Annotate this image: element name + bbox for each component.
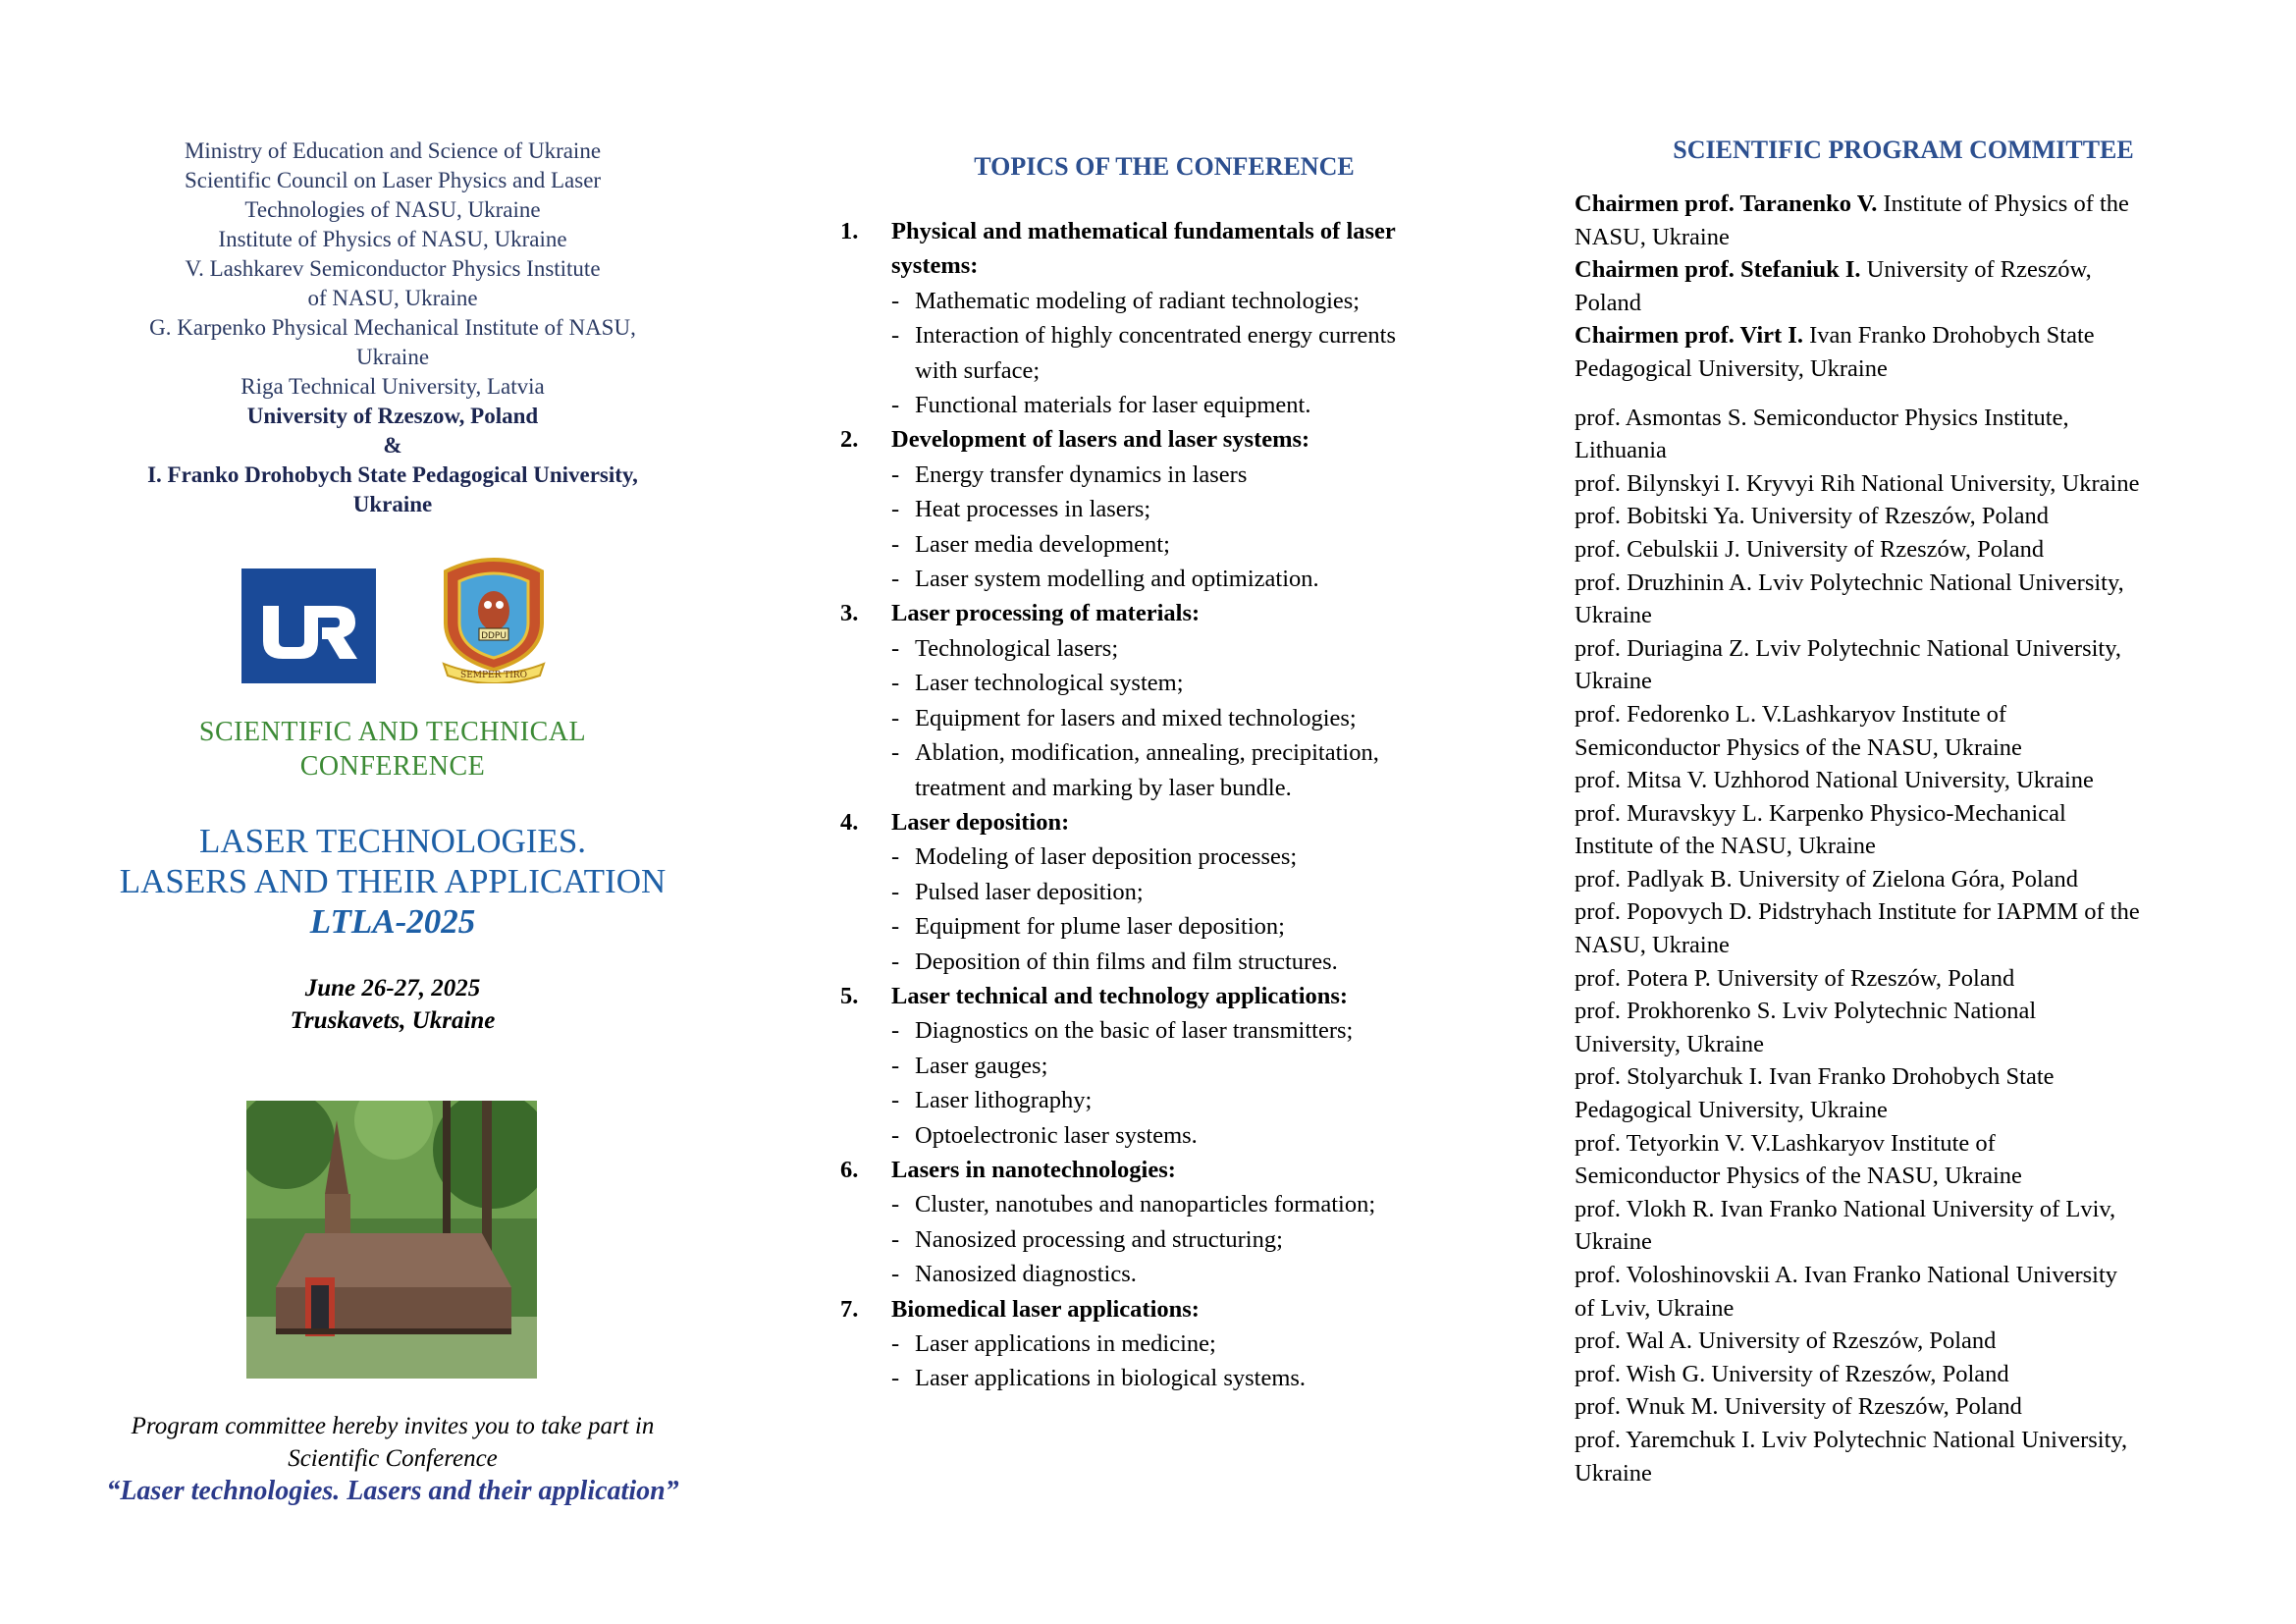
member-line: prof. Prokhorenko S. Lviv Polytechnic National: [1575, 998, 2037, 1025]
subtopic-line: - Optoelectronic laser systems.: [915, 1121, 1198, 1149]
subtopic-item: [840, 1187, 1488, 1221]
member-line: prof. Mitsa V. Uzhhorod National University, Ukraine: [1575, 767, 2094, 794]
subtopic-line: - Energy transfer dynamics in lasers: [915, 460, 1248, 488]
member-line: prof. Wnuk M. University of Rzeszów, Poland: [1575, 1393, 2022, 1421]
topic-title: Laser technical and technology applications:: [891, 982, 1349, 1009]
committee-member: [1575, 1127, 2232, 1193]
subtopic-line: - Mathematic modeling of radiant technologies;: [915, 287, 1361, 314]
subtopic-item: [840, 1326, 1488, 1361]
subtopic-item: [840, 318, 1488, 388]
topic-item: [840, 1153, 1488, 1292]
organizer-line: G. Karpenko Physical Mechanical Institute of NASU,: [149, 315, 636, 340]
topic-number: 2.: [840, 426, 859, 454]
subtopic-line: - Equipment for plume laser deposition;: [915, 913, 1285, 941]
member-line: prof. Bilynskyi I. Kryvyi Rih National University, Ukraine: [1575, 469, 2140, 497]
member-line: prof. Muravskyy L. Karpenko Physico-Mechanical: [1575, 799, 2066, 827]
topics-list: [840, 214, 1488, 1396]
chair-line: [1575, 253, 2232, 287]
invitation: [59, 1410, 726, 1507]
member-line: Ukraine: [1575, 602, 1652, 629]
member-line: Lithuania: [1575, 437, 1667, 464]
organizer-line: I. Franko Drohobych State Pedagogical University,: [147, 462, 638, 487]
subtopic-item: [840, 527, 1488, 562]
organizer-line: Riga Technical University, Latvia: [240, 374, 545, 399]
topic-title: Lasers in nanotechnologies:: [891, 1156, 1176, 1183]
member-line: prof. Cebulskii J. University of Rzeszów, Poland: [1575, 535, 2045, 563]
subtopic-line: - Laser media development;: [915, 530, 1170, 558]
subtopic-item: [840, 492, 1488, 526]
committee-member: [1575, 698, 2232, 764]
university-rzeszow-logo: [241, 568, 376, 683]
subtopic-line: - Laser system modelling and optimization.: [915, 566, 1319, 593]
committee-member: [1575, 533, 2232, 567]
organizer-line: V. Lashkarev Semiconductor Physics Institute: [185, 256, 601, 281]
invite-line2: Scientific Conference: [288, 1445, 498, 1472]
organizer-line: of NASU, Ukraine: [307, 286, 478, 310]
committee-member: [1575, 1390, 2232, 1424]
logos: [59, 554, 726, 681]
topic-title: Biomedical laser applications:: [891, 1295, 1200, 1323]
subtopic-item: [840, 1361, 1488, 1395]
conference-place: Truskavets, Ukraine: [290, 1007, 496, 1034]
subtopic-item: [840, 945, 1488, 979]
chair-affiliation-line: NASU, Ukraine: [1575, 223, 1730, 250]
conference-kind-line1: SCIENTIFIC AND TECHNICAL: [198, 717, 587, 747]
chair-line: [1575, 319, 2232, 352]
subtopic-line: with surface;: [915, 356, 1041, 384]
committee-member: [1575, 1424, 2232, 1489]
topic-item: [840, 805, 1488, 979]
topic-title: Laser processing of materials:: [891, 600, 1201, 627]
organizer-line: Institute of Physics of NASU, Ukraine: [218, 227, 567, 251]
subtopic-item: [840, 1222, 1488, 1257]
topic-item: [840, 422, 1488, 596]
organizer-line: &: [383, 433, 402, 458]
committee-chair: [1575, 319, 2232, 385]
organizers-list: [59, 136, 726, 519]
conference-date-place: [59, 972, 726, 1037]
organizer-line: Ukraine: [352, 492, 433, 516]
subtopic-line: - Functional materials for laser equipment.: [915, 392, 1311, 419]
member-line: prof. Vlokh R. Ivan Franko National University of Lviv,: [1575, 1195, 2116, 1222]
title-line1: LASER TECHNOLOGIES.: [198, 822, 587, 860]
svg-text:DDPU: DDPU: [481, 631, 507, 641]
subtopic-item: [840, 284, 1488, 318]
committee-member: [1575, 863, 2232, 896]
organizer-line: Ministry of Education and Science of Ukraine: [184, 138, 602, 163]
committee-member: [1575, 1193, 2232, 1259]
conference-kind: [59, 715, 726, 784]
subtopic-line: - Nanosized processing and structuring;: [915, 1225, 1283, 1253]
subtopic-line: - Laser technological system;: [915, 670, 1184, 697]
committee-chair: [1575, 253, 2232, 319]
title-line2: LASERS AND THEIR APPLICATION: [119, 862, 667, 900]
subtopic-line: - Cluster, nanotubes and nanoparticles formation;: [915, 1191, 1376, 1218]
member-line: of Lviv, Ukraine: [1575, 1294, 1735, 1322]
member-line: prof. Fedorenko L. V.Lashkaryov Institute of: [1575, 700, 2007, 728]
member-line: prof. Bobitski Ya. University of Rzeszów, Poland: [1575, 503, 2049, 530]
committee-member: [1575, 797, 2232, 863]
invite-quote: “Laser technologies. Lasers and their application”: [106, 1476, 679, 1506]
member-line: prof. Druzhinin A. Lviv Polytechnic National University,: [1575, 568, 2124, 596]
subtopic-line: - Laser lithography;: [915, 1087, 1093, 1114]
subtopic-line: treatment and marking by laser bundle.: [915, 774, 1292, 801]
subtopic-line: - Laser applications in medicine;: [915, 1330, 1216, 1357]
conference-kind-line2: CONFERENCE: [299, 751, 486, 782]
subtopic-line: - Laser applications in biological systems.: [915, 1365, 1307, 1392]
committee-member: [1575, 632, 2232, 698]
topic-number: 6.: [840, 1156, 859, 1183]
subtopic-item: [840, 735, 1488, 805]
chair-name: Chairmen prof. Stefaniuk I.: [1575, 256, 1861, 284]
topic-number: 5.: [840, 982, 859, 1009]
member-line: prof. Asmontas S. Semiconductor Physics Institute,: [1575, 404, 2069, 431]
topic-item: [840, 979, 1488, 1153]
topic-item: [840, 596, 1488, 804]
member-line: Institute of the NASU, Ukraine: [1575, 833, 1876, 860]
subtopic-item: [840, 388, 1488, 422]
subtopic-line: - Deposition of thin films and film structures.: [915, 947, 1338, 975]
topic-title: systems:: [891, 252, 979, 280]
member-line: NASU, Ukraine: [1575, 932, 1730, 959]
subtopic-line: - Heat processes in lasers;: [915, 496, 1151, 523]
topic-number: 4.: [840, 808, 859, 836]
topic-title: Development of lasers and laser systems:: [891, 426, 1310, 454]
chair-name: Chairmen prof. Virt I.: [1575, 322, 1803, 350]
subtopic-item: [840, 1257, 1488, 1291]
member-line: Ukraine: [1575, 1228, 1652, 1256]
member-line: prof. Yaremchuk I. Lviv Polytechnic National University,: [1575, 1426, 2128, 1453]
topic-title: Physical and mathematical fundamentals of laser: [891, 218, 1396, 244]
member-line: Semiconductor Physics of the NASU, Ukraine: [1575, 1163, 2022, 1190]
chair-name: Chairmen prof. Taranenko V.: [1575, 190, 1878, 217]
member-line: prof. Potera P. University of Rzeszów, Poland: [1575, 964, 2015, 992]
committee-member: [1575, 500, 2232, 533]
member-line: Semiconductor Physics of the NASU, Ukraine: [1575, 733, 2022, 761]
committee-member: [1575, 402, 2232, 467]
chair-affiliation: Ivan Franko Drohobych State: [1802, 322, 2095, 350]
university-crest: [436, 554, 552, 683]
subtopic-line: - Diagnostics on the basic of laser transmitters;: [915, 1017, 1354, 1045]
member-line: prof. Duriagina Z. Lviv Polytechnic National University,: [1575, 634, 2122, 662]
organizer-line: University of Rzeszow, Poland: [246, 404, 539, 428]
subtopic-item: [840, 1118, 1488, 1153]
member-line: prof. Wal A. University of Rzeszów, Poland: [1575, 1327, 1997, 1355]
subtopic-item: [840, 666, 1488, 700]
subtopic-item: [840, 562, 1488, 596]
subtopic-item: [840, 839, 1488, 874]
member-line: University, Ukraine: [1575, 1030, 1764, 1057]
committee-member: [1575, 995, 2232, 1060]
topic-number: 3.: [840, 600, 859, 627]
subtopic-line: - Interaction of highly concentrated energy currents: [915, 322, 1397, 350]
invite-line1: Program committee hereby invites you to take part in: [131, 1413, 655, 1439]
committee-member: [1575, 764, 2232, 797]
organizer-line: Ukraine: [355, 345, 430, 369]
chair-affiliation-line: Poland: [1575, 289, 1642, 316]
member-line: prof. Wish G. University of Rzeszów, Poland: [1575, 1360, 2009, 1387]
subtopic-item: [840, 875, 1488, 909]
conference-title: [59, 821, 726, 942]
member-line: prof. Padlyak B. University of Zielona Góra, Poland: [1575, 865, 2079, 893]
member-line: prof. Tetyorkin V. V.Lashkaryov Institute of: [1575, 1129, 1996, 1157]
subtopic-line: - Modeling of laser deposition processes;: [915, 843, 1298, 871]
chair-line: [1575, 188, 2232, 221]
organizer-line: Technologies of NASU, Ukraine: [244, 197, 541, 222]
topic-title: Laser deposition:: [891, 808, 1070, 836]
committee-member: [1575, 962, 2232, 996]
subtopic-item: [840, 1083, 1488, 1117]
member-line: Ukraine: [1575, 668, 1652, 695]
chair-affiliation-line: Pedagogical University, Ukraine: [1575, 354, 1888, 382]
organizer-line: Scientific Council on Laser Physics and Laser: [184, 168, 602, 192]
svg-text:SEMPER TIRO: SEMPER TIRO: [460, 671, 527, 680]
topic-item: [840, 214, 1488, 422]
member-line: Pedagogical University, Ukraine: [1575, 1097, 1888, 1124]
member-line: prof. Stolyarchuk I. Ivan Franko Drohobych State: [1575, 1063, 2055, 1091]
member-line: prof. Popovych D. Pidstryhach Institute for IAPMM of the: [1575, 898, 2140, 926]
committee-member: [1575, 467, 2232, 501]
topics-heading: TOPICS OF THE CONFERENCE: [974, 152, 1355, 181]
subtopic-line: - Ablation, modification, annealing, precipitation,: [915, 739, 1379, 767]
subtopic-line: - Pulsed laser deposition;: [915, 878, 1144, 905]
subtopic-item: [840, 909, 1488, 944]
committee-member: [1575, 567, 2232, 632]
topic-item: [840, 1292, 1488, 1396]
committee-member: [1575, 1259, 2232, 1325]
member-line: prof. Voloshinovskii A. Ivan Franko National University: [1575, 1262, 2118, 1288]
subtopic-item: [840, 458, 1488, 492]
chair-affiliation: Institute of Physics of the: [1877, 190, 2129, 217]
subtopic-line: - Laser gauges;: [915, 1052, 1048, 1079]
subtopic-line: - Equipment for lasers and mixed technologies;: [915, 704, 1357, 731]
committee-member: [1575, 1325, 2232, 1358]
topic-number: 7.: [840, 1295, 859, 1323]
spacer: [1575, 386, 2232, 402]
committee-list: [1575, 188, 2232, 1489]
committee-chair: [1575, 188, 2232, 253]
subtopic-item: [840, 1013, 1488, 1048]
subtopic-line: - Technological lasers;: [915, 634, 1119, 662]
committee-member: [1575, 1060, 2232, 1126]
committee-member: [1575, 895, 2232, 961]
chair-affiliation: University of Rzeszów,: [1860, 256, 2092, 284]
conference-date: June 26-27, 2025: [304, 975, 481, 1001]
conference-abbreviation: LTLA-2025: [309, 902, 476, 941]
subtopic-item: [840, 631, 1488, 666]
member-line: Ukraine: [1575, 1459, 1652, 1487]
committee-heading: SCIENTIFIC PROGRAM COMMITTEE: [1673, 135, 2134, 164]
topic-number: 1.: [840, 218, 859, 244]
committee-member: [1575, 1358, 2232, 1391]
venue-photo: [246, 1101, 537, 1379]
subtopic-item: [840, 1049, 1488, 1083]
subtopic-line: - Nanosized diagnostics.: [915, 1261, 1137, 1288]
subtopic-item: [840, 701, 1488, 735]
